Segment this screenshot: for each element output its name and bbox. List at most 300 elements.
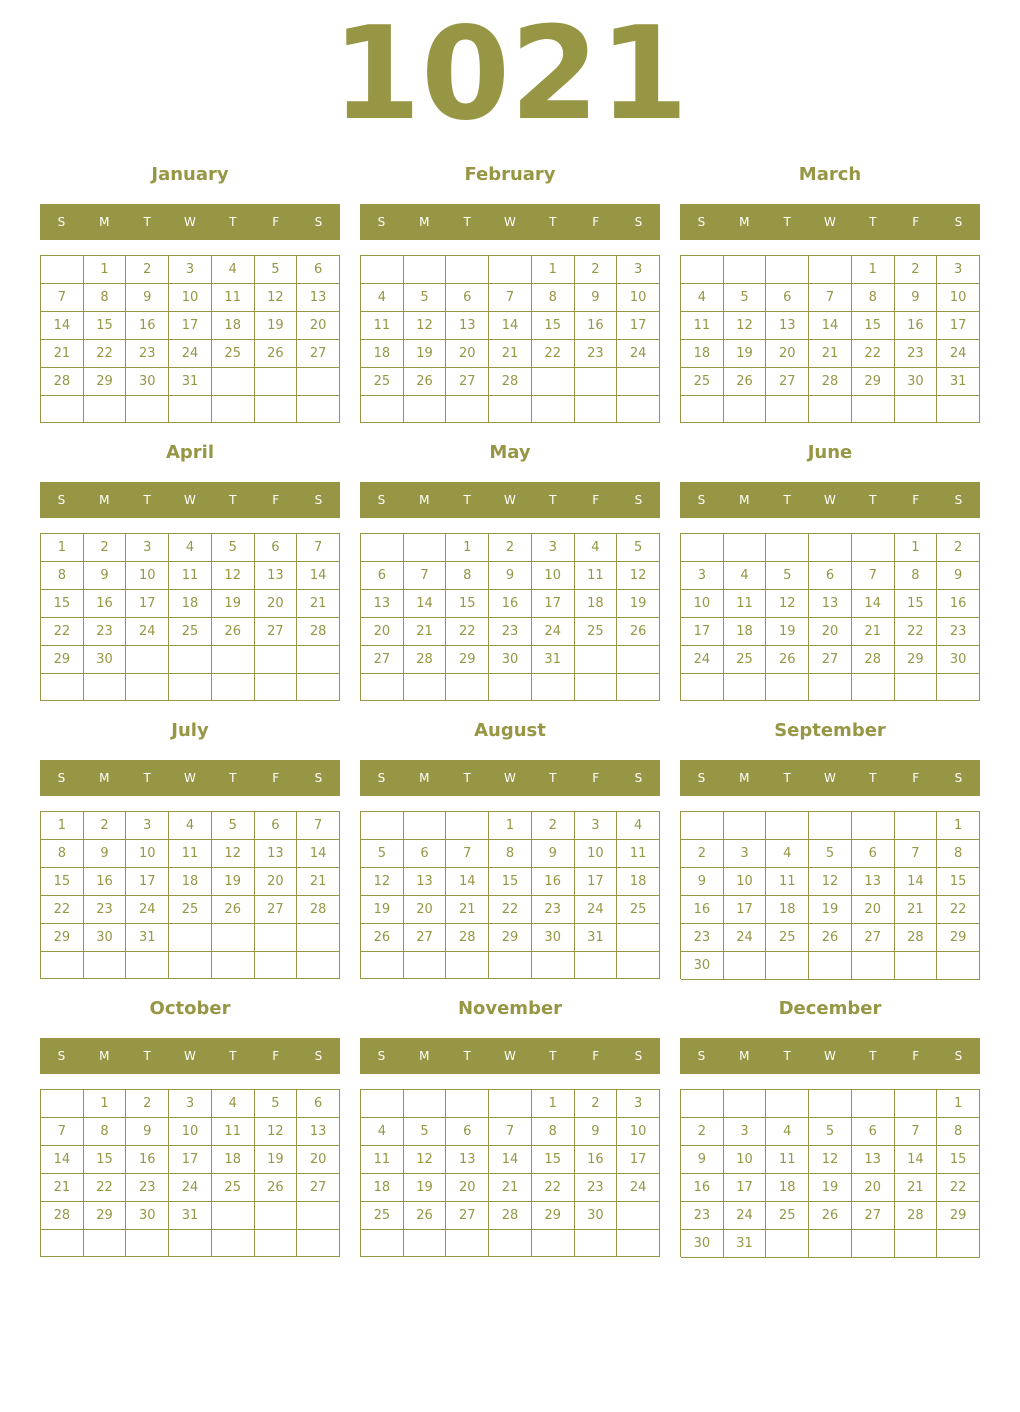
day-cell: 7 (297, 812, 340, 840)
day-cell: 11 (724, 590, 767, 618)
empty-cell (617, 952, 660, 979)
day-cell: 13 (766, 312, 809, 340)
weekday-label: F (272, 771, 280, 785)
day-cell: 15 (937, 868, 980, 896)
day-cell: 24 (169, 1174, 212, 1202)
weekday-label: S (377, 215, 386, 229)
day-cell: 7 (297, 534, 340, 562)
day-cell: 22 (852, 340, 895, 368)
empty-cell (212, 368, 255, 396)
empty-cell (766, 952, 809, 980)
day-cell: 9 (681, 868, 724, 896)
day-cell: 3 (724, 1118, 767, 1146)
empty-cell (809, 674, 852, 701)
weekday-label: S (697, 215, 706, 229)
day-cell: 2 (126, 256, 169, 284)
day-cell: 14 (404, 590, 447, 618)
day-cell: 16 (575, 1146, 618, 1174)
day-cell: 12 (809, 1146, 852, 1174)
day-cell: 29 (41, 924, 84, 952)
day-cell: 15 (84, 1146, 127, 1174)
weekday-label: T (463, 1049, 471, 1063)
empty-cell (489, 674, 532, 701)
day-cell: 3 (681, 562, 724, 590)
empty-cell (724, 1090, 767, 1118)
day-cell: 14 (446, 868, 489, 896)
empty-cell (126, 952, 169, 979)
day-cell: 10 (937, 284, 980, 312)
empty-cell (404, 1090, 447, 1118)
day-cell: 16 (84, 590, 127, 618)
day-cell: 25 (724, 646, 767, 674)
day-cell: 6 (297, 1090, 340, 1118)
day-cell: 9 (489, 562, 532, 590)
weekday-label: T (783, 1049, 791, 1063)
day-cell: 19 (212, 590, 255, 618)
day-cell: 26 (255, 340, 298, 368)
day-cell: 16 (126, 312, 169, 340)
day-cell: 9 (532, 840, 575, 868)
day-cell: 28 (489, 1202, 532, 1230)
day-cell: 5 (809, 840, 852, 868)
empty-cell (532, 952, 575, 979)
weekday-label: F (912, 215, 920, 229)
day-cell: 25 (617, 896, 660, 924)
day-cell: 21 (895, 896, 938, 924)
weekday-label: S (697, 1049, 706, 1063)
day-cell: 22 (41, 618, 84, 646)
day-cell: 8 (895, 562, 938, 590)
empty-cell (84, 674, 127, 701)
day-cell: 1 (895, 534, 938, 562)
empty-cell (852, 812, 895, 840)
day-cell: 11 (575, 562, 618, 590)
day-cell: 14 (489, 1146, 532, 1174)
empty-cell (255, 674, 298, 701)
weekday-label: S (634, 1049, 643, 1063)
day-cell: 30 (681, 952, 724, 980)
day-cell: 26 (255, 1174, 298, 1202)
empty-cell (489, 1090, 532, 1118)
day-cell: 19 (809, 896, 852, 924)
empty-cell (255, 1202, 298, 1230)
day-cell: 30 (937, 646, 980, 674)
day-cell: 2 (575, 1090, 618, 1118)
day-cell: 30 (532, 924, 575, 952)
day-cell: 12 (255, 284, 298, 312)
day-cell: 6 (446, 284, 489, 312)
empty-cell (575, 368, 618, 396)
day-grid (40, 811, 340, 979)
day-cell: 20 (255, 590, 298, 618)
day-cell: 14 (297, 562, 340, 590)
day-cell: 29 (84, 368, 127, 396)
day-cell: 20 (809, 618, 852, 646)
day-cell: 24 (617, 340, 660, 368)
day-cell: 17 (575, 868, 618, 896)
weekday-label: M (99, 771, 110, 785)
empty-cell (255, 396, 298, 423)
day-cell: 12 (766, 590, 809, 618)
day-cell: 23 (681, 924, 724, 952)
empty-cell (169, 646, 212, 674)
day-cell: 14 (895, 1146, 938, 1174)
day-cell: 10 (169, 284, 212, 312)
day-cell: 31 (532, 646, 575, 674)
empty-cell (169, 674, 212, 701)
weekday-header (40, 482, 340, 518)
month-title: January (151, 164, 229, 185)
weekday-label: T (229, 493, 237, 507)
empty-cell (255, 368, 298, 396)
day-cell: 11 (617, 840, 660, 868)
empty-cell (809, 952, 852, 980)
empty-cell (852, 674, 895, 701)
day-cell: 15 (937, 1146, 980, 1174)
weekday-label: S (697, 771, 706, 785)
month-april (40, 438, 340, 706)
day-grid (40, 1089, 340, 1257)
weekday-label: T (783, 493, 791, 507)
empty-cell (41, 952, 84, 979)
month-title: August (474, 720, 546, 741)
empty-cell (724, 396, 767, 423)
empty-cell (766, 812, 809, 840)
empty-cell (297, 396, 340, 423)
empty-cell (724, 952, 767, 980)
day-cell: 4 (169, 812, 212, 840)
day-cell: 25 (361, 368, 404, 396)
weekday-header (360, 204, 660, 240)
day-cell: 21 (489, 1174, 532, 1202)
day-cell: 12 (212, 562, 255, 590)
empty-cell (895, 396, 938, 423)
empty-cell (766, 396, 809, 423)
day-cell: 9 (126, 284, 169, 312)
day-cell: 29 (937, 924, 980, 952)
day-cell: 7 (489, 284, 532, 312)
empty-cell (41, 1230, 84, 1257)
day-cell: 12 (255, 1118, 298, 1146)
day-cell: 27 (446, 368, 489, 396)
day-cell: 8 (84, 1118, 127, 1146)
day-cell: 25 (766, 924, 809, 952)
weekday-label: S (954, 771, 963, 785)
weekday-label: F (592, 215, 600, 229)
day-cell: 26 (404, 368, 447, 396)
day-cell: 4 (681, 284, 724, 312)
day-cell: 11 (766, 1146, 809, 1174)
day-cell: 10 (681, 590, 724, 618)
day-cell: 18 (169, 590, 212, 618)
day-cell: 18 (724, 618, 767, 646)
empty-cell (446, 256, 489, 284)
day-cell: 22 (41, 896, 84, 924)
empty-cell (766, 1090, 809, 1118)
day-cell: 5 (212, 534, 255, 562)
weekday-label: S (954, 1049, 963, 1063)
day-cell: 1 (41, 534, 84, 562)
empty-cell (809, 812, 852, 840)
day-cell: 31 (126, 924, 169, 952)
day-cell: 4 (766, 840, 809, 868)
empty-cell (446, 1230, 489, 1257)
weekday-header (40, 760, 340, 796)
month-title: March (798, 164, 862, 185)
day-cell: 27 (766, 368, 809, 396)
weekday-label: F (912, 771, 920, 785)
day-cell: 6 (404, 840, 447, 868)
day-cell: 10 (724, 868, 767, 896)
empty-cell (169, 924, 212, 952)
weekday-label: F (272, 493, 280, 507)
day-cell: 19 (617, 590, 660, 618)
weekday-header (680, 482, 980, 518)
day-cell: 6 (852, 840, 895, 868)
day-cell: 23 (895, 340, 938, 368)
empty-cell (852, 534, 895, 562)
empty-cell (126, 646, 169, 674)
day-cell: 13 (255, 562, 298, 590)
weekday-label: T (143, 1049, 151, 1063)
weekday-label: F (592, 1049, 600, 1063)
day-cell: 1 (84, 1090, 127, 1118)
day-cell: 20 (446, 1174, 489, 1202)
day-cell: 3 (126, 534, 169, 562)
day-cell: 11 (169, 562, 212, 590)
empty-cell (852, 1090, 895, 1118)
day-cell: 18 (617, 868, 660, 896)
month-title: September (774, 720, 886, 741)
day-cell: 1 (937, 812, 980, 840)
day-cell: 24 (681, 646, 724, 674)
empty-cell (361, 1090, 404, 1118)
day-cell: 8 (937, 1118, 980, 1146)
empty-cell (404, 674, 447, 701)
weekday-label: T (549, 1049, 557, 1063)
day-cell: 4 (617, 812, 660, 840)
day-cell: 22 (489, 896, 532, 924)
weekday-label: W (824, 493, 836, 507)
day-cell: 8 (84, 284, 127, 312)
weekday-label: W (504, 215, 516, 229)
day-grid (40, 255, 340, 423)
empty-cell (575, 952, 618, 979)
weekday-label: T (783, 215, 791, 229)
weekday-header (360, 1038, 660, 1074)
weekday-label: T (229, 215, 237, 229)
day-cell: 16 (681, 896, 724, 924)
empty-cell (404, 256, 447, 284)
weekday-label: S (634, 493, 643, 507)
month-title: December (778, 998, 882, 1019)
day-cell: 20 (297, 312, 340, 340)
day-cell: 4 (724, 562, 767, 590)
day-cell: 7 (404, 562, 447, 590)
day-cell: 27 (255, 618, 298, 646)
empty-cell (681, 1090, 724, 1118)
day-cell: 10 (617, 1118, 660, 1146)
month-title: November (457, 998, 563, 1019)
day-cell: 24 (724, 1202, 767, 1230)
day-cell: 22 (937, 896, 980, 924)
day-cell: 1 (41, 812, 84, 840)
day-cell: 2 (895, 256, 938, 284)
day-cell: 15 (41, 590, 84, 618)
day-cell: 10 (126, 840, 169, 868)
empty-cell (404, 812, 447, 840)
day-cell: 1 (532, 256, 575, 284)
weekday-label: S (314, 771, 323, 785)
empty-cell (297, 368, 340, 396)
day-cell: 29 (41, 646, 84, 674)
empty-cell (766, 674, 809, 701)
day-cell: 13 (404, 868, 447, 896)
day-cell: 7 (41, 1118, 84, 1146)
empty-cell (937, 1230, 980, 1258)
day-cell: 28 (41, 1202, 84, 1230)
weekday-label: S (314, 215, 323, 229)
empty-cell (404, 396, 447, 423)
day-cell: 15 (41, 868, 84, 896)
day-cell: 2 (126, 1090, 169, 1118)
day-cell: 8 (41, 562, 84, 590)
weekday-label: M (739, 1049, 750, 1063)
day-cell: 10 (617, 284, 660, 312)
day-cell: 21 (489, 340, 532, 368)
day-grid (40, 533, 340, 701)
day-cell: 3 (169, 256, 212, 284)
weekday-label: M (99, 493, 110, 507)
day-cell: 17 (681, 618, 724, 646)
day-cell: 11 (212, 1118, 255, 1146)
day-grid (360, 533, 660, 701)
day-cell: 16 (575, 312, 618, 340)
day-cell: 25 (169, 618, 212, 646)
empty-cell (169, 1230, 212, 1257)
day-cell: 28 (489, 368, 532, 396)
day-grid (680, 811, 980, 979)
day-cell: 25 (361, 1202, 404, 1230)
weekday-label: M (419, 493, 430, 507)
empty-cell (724, 256, 767, 284)
day-cell: 19 (404, 340, 447, 368)
day-cell: 28 (852, 646, 895, 674)
day-cell: 18 (212, 1146, 255, 1174)
day-cell: 24 (169, 340, 212, 368)
day-cell: 30 (126, 368, 169, 396)
empty-cell (895, 674, 938, 701)
day-cell: 28 (809, 368, 852, 396)
day-cell: 15 (84, 312, 127, 340)
day-cell: 6 (852, 1118, 895, 1146)
day-cell: 5 (404, 1118, 447, 1146)
empty-cell (404, 1230, 447, 1257)
day-cell: 29 (895, 646, 938, 674)
day-cell: 7 (809, 284, 852, 312)
empty-cell (617, 1230, 660, 1257)
weekday-label: W (184, 215, 196, 229)
day-cell: 12 (809, 868, 852, 896)
day-cell: 18 (766, 1174, 809, 1202)
day-cell: 15 (446, 590, 489, 618)
day-cell: 3 (617, 1090, 660, 1118)
day-cell: 27 (297, 340, 340, 368)
day-cell: 23 (681, 1202, 724, 1230)
day-cell: 27 (404, 924, 447, 952)
empty-cell (126, 396, 169, 423)
weekday-label: F (912, 493, 920, 507)
month-february (360, 160, 660, 428)
day-cell: 20 (852, 1174, 895, 1202)
weekday-header (680, 1038, 980, 1074)
day-cell: 7 (895, 840, 938, 868)
day-cell: 3 (617, 256, 660, 284)
day-cell: 12 (361, 868, 404, 896)
empty-cell (212, 924, 255, 952)
empty-cell (361, 1230, 404, 1257)
empty-cell (212, 674, 255, 701)
weekday-label: M (99, 1049, 110, 1063)
weekday-header (360, 760, 660, 796)
empty-cell (84, 396, 127, 423)
day-cell: 23 (126, 1174, 169, 1202)
day-cell: 17 (724, 896, 767, 924)
empty-cell (809, 256, 852, 284)
day-cell: 1 (852, 256, 895, 284)
day-cell: 28 (297, 618, 340, 646)
day-cell: 5 (766, 562, 809, 590)
day-cell: 22 (532, 340, 575, 368)
day-cell: 10 (169, 1118, 212, 1146)
day-cell: 19 (361, 896, 404, 924)
empty-cell (84, 952, 127, 979)
day-cell: 7 (895, 1118, 938, 1146)
empty-cell (361, 534, 404, 562)
empty-cell (212, 952, 255, 979)
month-title: May (489, 442, 531, 463)
day-cell: 26 (361, 924, 404, 952)
day-cell: 17 (937, 312, 980, 340)
day-cell: 5 (809, 1118, 852, 1146)
day-cell: 2 (937, 534, 980, 562)
day-cell: 13 (361, 590, 404, 618)
day-cell: 2 (84, 534, 127, 562)
weekday-label: T (229, 1049, 237, 1063)
day-cell: 5 (724, 284, 767, 312)
weekday-label: T (869, 493, 877, 507)
weekday-label: F (272, 1049, 280, 1063)
weekday-label: T (463, 493, 471, 507)
day-cell: 8 (489, 840, 532, 868)
empty-cell (84, 1230, 127, 1257)
day-grid (680, 533, 980, 701)
day-cell: 30 (84, 646, 127, 674)
month-july (40, 716, 340, 984)
day-cell: 23 (575, 340, 618, 368)
day-cell: 22 (937, 1174, 980, 1202)
day-cell: 14 (297, 840, 340, 868)
day-cell: 21 (297, 590, 340, 618)
day-cell: 6 (446, 1118, 489, 1146)
empty-cell (617, 646, 660, 674)
day-cell: 28 (297, 896, 340, 924)
empty-cell (41, 256, 84, 284)
weekday-label: T (549, 493, 557, 507)
day-cell: 4 (361, 1118, 404, 1146)
day-cell: 12 (404, 312, 447, 340)
day-cell: 18 (212, 312, 255, 340)
